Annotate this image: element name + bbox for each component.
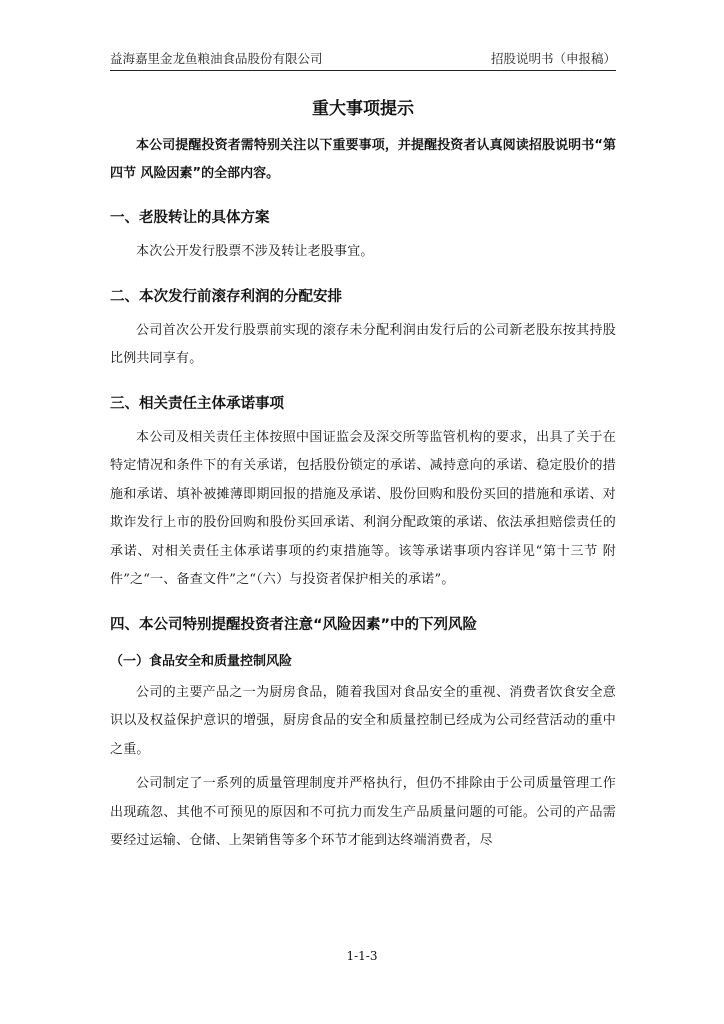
section-heading-4: 四、本公司特别提醒投资者注意“风险因素”中的下列风险 (110, 616, 478, 633)
section-2-paragraph: 公司首次公开发行股票前实现的滚存未分配利润由发行后的公司新老股东按其持股比例共同享有。 (110, 322, 616, 366)
running-header (110, 50, 616, 70)
section-3-paragraph: 本公司及相关责任主体按照中国证监会及深交所等监管机构的要求，出具了关于在特定情况和条件下的有关承诺，包括股份锁定的承诺、减持意向的承诺、稳定股价的措施和承诺、填补被摊薄即期回报的措施及承诺、股份回购和股份买回的措施和承诺、对欺诈发行上市的股份回购和股份买回承诺、利润分配政策的承诺、依法承担赔偿责任的承诺、对相关责任主体承诺事项的约束措施等。该等承诺事项内容详见“第十三节 附件”之“一、备查文件”之“（六）与投资者保护相关的承诺”。 (110, 429, 616, 587)
page-content (110, 88, 616, 856)
header-company-name: 益海嘉里金龙鱼粮油食品股份有限公司 (110, 51, 323, 66)
header-document-type: 招股说明书（申报稿） (490, 51, 616, 66)
intro-paragraph: 本公司提醒投资者需特别关注以下重要事项，并提醒投资者认真阅读招股说明书“第四节 风险因素”的全部内容。 (110, 138, 616, 181)
section-heading-3: 三、相关责任主体承诺事项 (110, 395, 284, 412)
subsection-heading-4-1: （一）食品安全和质量控制风险 (110, 653, 293, 669)
section-1-paragraph: 本次公开发行股票不涉及转让老股事宜。 (136, 244, 374, 259)
section-heading-2: 二、本次发行前滚存利润的分配安排 (110, 288, 342, 305)
section-heading-1: 一、老股转让的具体方案 (110, 210, 270, 226)
section-4-paragraph-1: 公司的主要产品之一为厨房食品，随着我国对食品安全的重视、消费者饮食安全意识以及权益保护意识的增强，厨房食品的安全和质量控制已经成为公司经营活动的重中之重。 (110, 684, 616, 757)
page-number: 1-1-3 (346, 949, 378, 963)
section-4-paragraph-2: 公司制定了一系列的质量管理制度并严格执行，但仍不排除由于公司质量管理工作出现疏忽、其他不可预见的原因和不可抗力而发生产品质量问题的可能。公司的产品需要经过运输、仓储、上架销售等多个环节才能到达终端消费者，尽 (110, 776, 616, 848)
page-title: 重大事项提示 (312, 99, 414, 119)
header-rule (110, 70, 616, 71)
